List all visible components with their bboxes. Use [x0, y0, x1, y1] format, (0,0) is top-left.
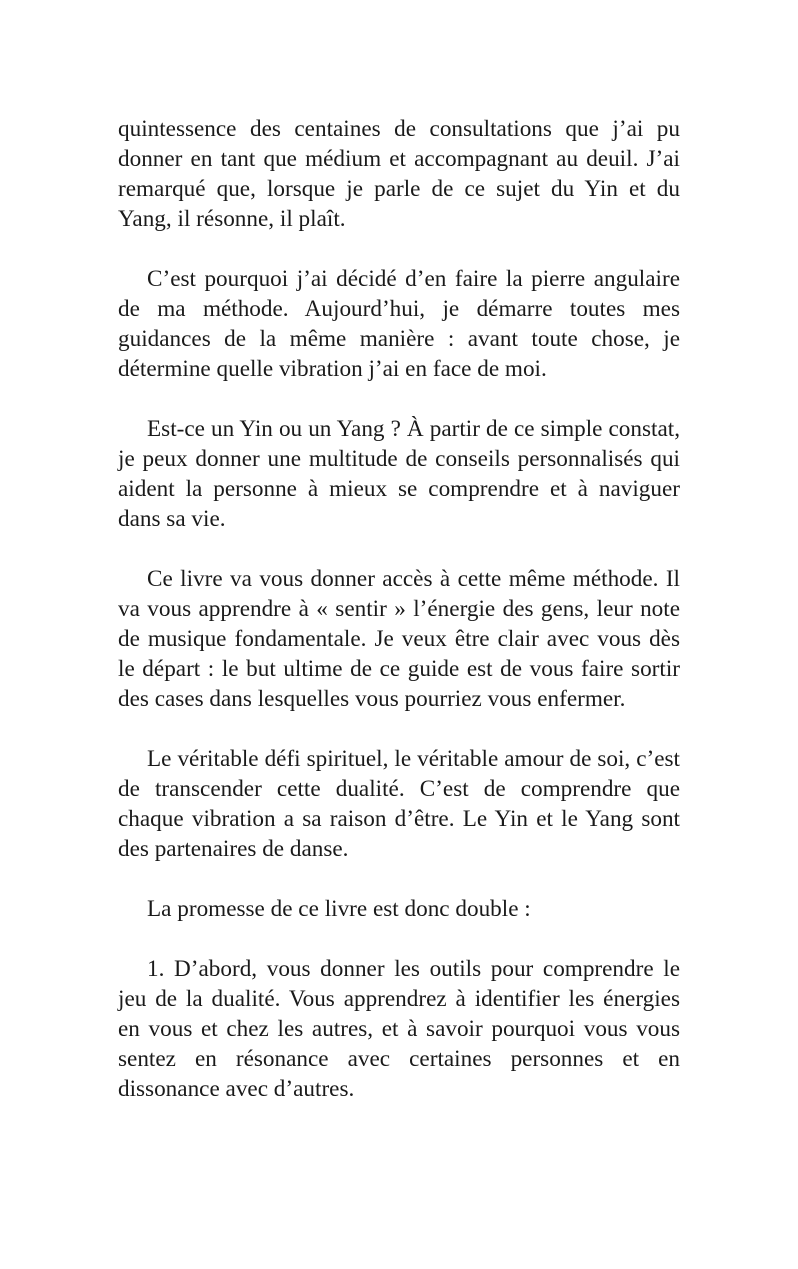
book-page — [118, 114, 680, 1134]
paragraph-2: C’est pourquoi j’ai décidé d’en faire la pierre angulaire de ma méthode. Aujourd’hui, je démarre toutes mes guidances de la même manière : avant toute chose, je détermine quelle vibration j’ai en face de moi. — [118, 266, 680, 382]
paragraph-5: Le véritable défi spirituel, le véritable amour de soi, c’est de transcender cette dualité. C’est de comprendre que chaque vibration a sa raison d’être. Le Yin et le Yang sont des partenaires de danse. — [118, 746, 680, 862]
paragraph-1: quintessence des centaines de consultations que j’ai pu donner en tant que médium et accompagnant au deuil. J’ai remarqué que, lorsque je parle de ce sujet du Yin et du Yang, il résonne, il plaît. — [118, 116, 680, 232]
paragraph-4: Ce livre va vous donner accès à cette même méthode. Il va vous apprendre à « sentir » l’énergie des gens, leur note de musique fondamentale. Je veux être clair avec vous dès le départ : le but ultime de ce guide est de vous faire sortir des cases dans lesquelles vous pourriez vous enfermer. — [118, 566, 680, 712]
paragraph-7: 1. D’abord, vous donner les outils pour comprendre le jeu de la dualité. Vous apprendrez à identifier les énergies en vous et chez les autres, et à savoir pourquoi vous vous sentez en résonance avec certaines personnes et en dissonance avec d’autres. — [118, 956, 680, 1102]
paragraph-6: La promesse de ce livre est donc double : — [147, 896, 531, 922]
paragraph-3: Est-ce un Yin ou un Yang ? À partir de ce simple constat, je peux donner une multitude de conseils personnalisés qui aident la personne à mieux se comprendre et à naviguer dans sa vie. — [118, 416, 680, 532]
